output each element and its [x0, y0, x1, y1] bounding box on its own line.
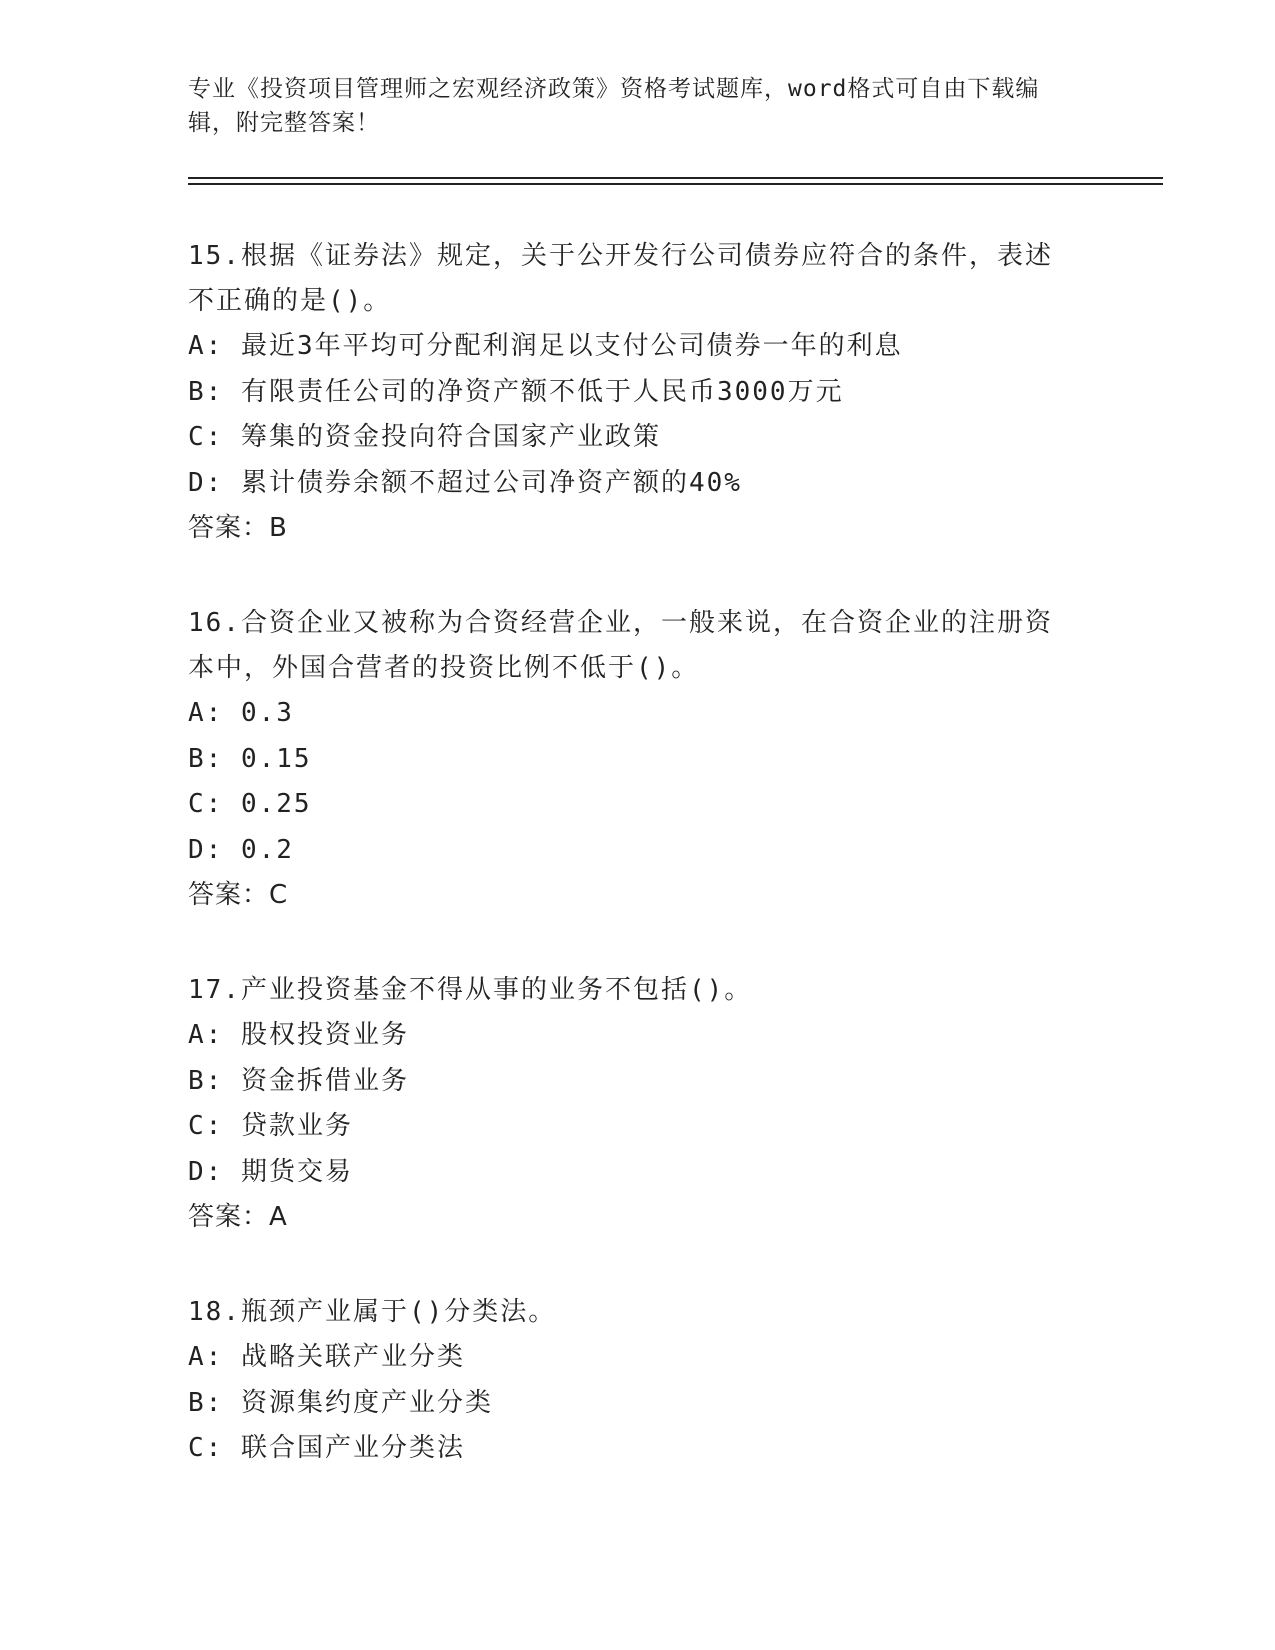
option-d: D: 期货交易: [188, 1156, 353, 1187]
header-divider-top: [188, 177, 1163, 179]
question-stem: 16.合资企业又被称为合资经营企业，一般来说，在合资企业的注册资本中，外国合营者的投资比例不低于()。: [188, 608, 1053, 683]
option-c: C: 0.25: [188, 789, 312, 819]
question-stem: 17.产业投资基金不得从事的业务不包括()。: [188, 975, 753, 1005]
question-18: [188, 1290, 1078, 1472]
question-stem: 18.瓶颈产业属于()分类法。: [188, 1297, 557, 1327]
option-b: B: 资金拆借业务: [188, 1065, 409, 1096]
question-15: [188, 234, 1078, 551]
option-a: A: 股权投资业务: [188, 1020, 409, 1050]
option-d: D: 累计债券余额不超过公司净资产额的40%: [188, 467, 742, 498]
option-a: A: 最近3年平均可分配利润足以支付公司债券一年的利息: [188, 331, 903, 361]
option-a: A: 战略关联产业分类: [188, 1342, 465, 1372]
option-b: B: 资源集约度产业分类: [188, 1387, 493, 1418]
question-16: [188, 601, 1078, 918]
option-d: D: 0.2: [188, 834, 294, 865]
header-divider-bottom: [188, 183, 1163, 185]
answer: 答案：C: [188, 880, 289, 910]
question-17: [188, 968, 1078, 1240]
option-b: B: 有限责任公司的净资产额不低于人民币3000万元: [188, 376, 844, 407]
option-c: C: 联合国产业分类法: [188, 1433, 465, 1463]
answer: 答案：B: [188, 513, 288, 543]
option-a: A: 0.3: [188, 698, 294, 728]
document-header: 专业《投资项目管理师之宏观经济政策》资格考试题库，word格式可自由下载编辑，附完整答案！: [188, 76, 1040, 136]
option-c: C: 筹集的资金投向符合国家产业政策: [188, 422, 661, 452]
option-c: C: 贷款业务: [188, 1111, 353, 1141]
option-b: B: 0.15: [188, 743, 312, 774]
question-stem: 15.根据《证券法》规定，关于公开发行公司债券应符合的条件，表述不正确的是()。: [188, 241, 1053, 316]
answer: 答案：A: [188, 1202, 288, 1232]
